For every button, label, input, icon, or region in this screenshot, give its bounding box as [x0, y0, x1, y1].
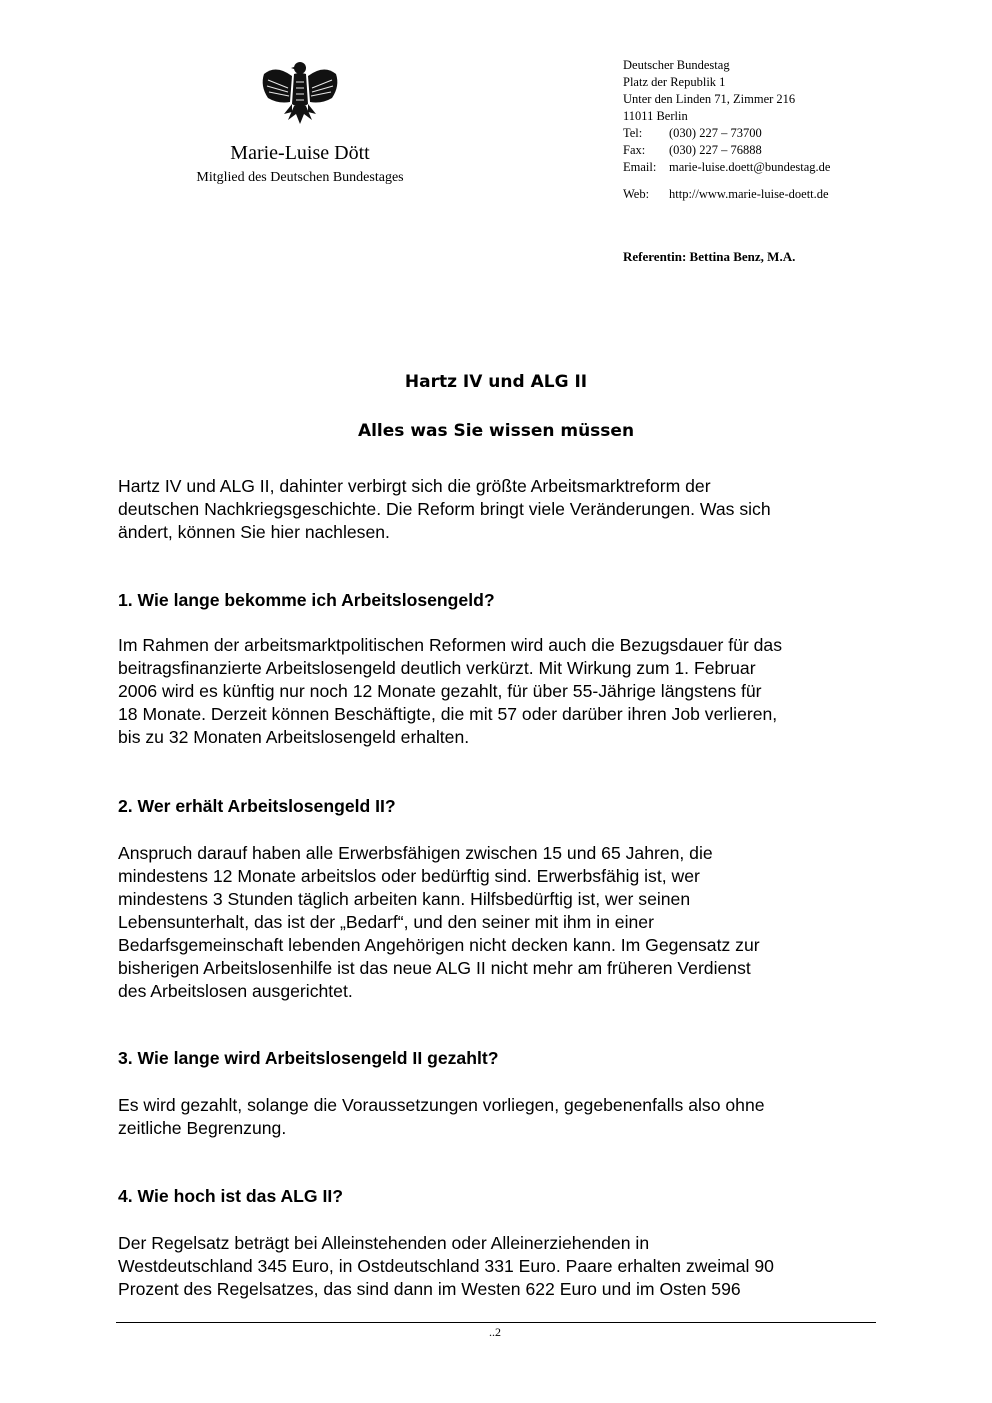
paragraph-line: 2006 wird es künftig nur noch 12 Monate gezahlt, für über 55-Jährige längstens für	[118, 681, 762, 701]
section-heading: 1. Wie lange bekomme ich Arbeitslosengeld?	[118, 590, 495, 610]
paragraph-line: mindestens 3 Stunden täglich arbeiten kann. Hilfsbedürftig ist, wer seinen	[118, 889, 691, 909]
bundestag-eagle-icon	[258, 58, 342, 128]
member-subtitle: Mitglied des Deutschen Bundestages	[196, 170, 404, 185]
paragraph-line: zeitliche Begrenzung.	[118, 1118, 287, 1138]
paragraph-line: 18 Monate. Derzeit können Beschäftigte, die mit 57 oder darüber ihren Job verlieren,	[118, 704, 778, 724]
email-line	[623, 159, 953, 176]
address-line: Platz der Republik 1	[623, 75, 726, 89]
paragraph-line: ändert, können Sie hier nachlesen.	[118, 522, 390, 542]
section-heading: 2. Wer erhält Arbeitslosengeld II?	[118, 796, 396, 816]
email-link[interactable]: marie-luise.doett@bundestag.de	[669, 160, 831, 174]
section-paragraph	[118, 1232, 888, 1301]
address-line: Unter den Linden 71, Zimmer 216	[623, 92, 796, 106]
address-line: Deutscher Bundestag	[623, 58, 730, 72]
paragraph-line: Bedarfsgemeinschaft lebenden Angehörigen nicht decken kann. Im Gegensatz zur	[118, 935, 760, 955]
section-paragraph	[118, 1094, 888, 1140]
address-block	[623, 57, 953, 203]
page-continuation-marker: ..2	[489, 1325, 501, 1339]
address-line: 11011 Berlin	[623, 109, 688, 123]
footer-divider	[116, 1322, 876, 1323]
paragraph-line: beitragsfinanzierte Arbeitslosengeld deutlich verkürzt. Mit Wirkung zum 1. Februar	[118, 658, 756, 678]
paragraph-line: des Arbeitslosen ausgerichtet.	[118, 981, 353, 1001]
email-label: Email:	[623, 160, 657, 174]
tel-line	[623, 125, 953, 142]
paragraph-line: Hartz IV und ALG II, dahinter verbirgt sich die größte Arbeitsmarktreform der	[118, 476, 711, 496]
section-heading: 3. Wie lange wird Arbeitslosengeld II gezahlt?	[118, 1048, 499, 1068]
tel-label: Tel:	[623, 126, 643, 140]
paragraph-line: deutschen Nachkriegsgeschichte. Die Reform bringt viele Veränderungen. Was sich	[118, 499, 771, 519]
document-title: Hartz IV und ALG II	[404, 372, 588, 392]
fax-label: Fax:	[623, 143, 646, 157]
web-link[interactable]: http://www.marie-luise-doett.de	[669, 187, 829, 201]
referent-line: Referentin: Bettina Benz, M.A.	[623, 249, 796, 264]
intro-paragraph	[118, 475, 888, 544]
paragraph-line: Anspruch darauf haben alle Erwerbsfähigen zwischen 15 und 65 Jahren, die	[118, 843, 713, 863]
paragraph-line: Es wird gezahlt, solange die Voraussetzungen vorliegen, gegebenenfalls also ohne	[118, 1095, 765, 1115]
section-paragraph	[118, 842, 888, 1003]
document-subtitle: Alles was Sie wissen müssen	[357, 421, 635, 441]
paragraph-line: mindestens 12 Monate arbeitslos oder bedürftig sind. Erwerbsfähig ist, wer	[118, 866, 700, 886]
paragraph-line: bis zu 32 Monaten Arbeitslosengeld erhalten.	[118, 727, 470, 747]
tel-value: (030) 227 – 73700	[669, 126, 762, 140]
paragraph-line: Der Regelsatz beträgt bei Alleinstehenden oder Alleinerziehenden in	[118, 1233, 650, 1253]
paragraph-line: Im Rahmen der arbeitsmarktpolitischen Reformen wird auch die Bezugsdauer für das	[118, 635, 782, 655]
fax-value: (030) 227 – 76888	[669, 143, 762, 157]
paragraph-line: Lebensunterhalt, das ist der „Bedarf“, und den seiner mit ihm in einer	[118, 912, 654, 932]
member-name: Marie-Luise Dött	[230, 142, 370, 164]
section-heading: 4. Wie hoch ist das ALG II?	[118, 1186, 344, 1206]
paragraph-line: bisherigen Arbeitslosenhilfe ist das neue ALG II nicht mehr am früheren Verdienst	[118, 958, 751, 978]
paragraph-line: Westdeutschland 345 Euro, in Ostdeutschland 331 Euro. Paare erhalten zweimal 90	[118, 1256, 774, 1276]
web-label: Web:	[623, 187, 650, 201]
fax-line	[623, 142, 953, 159]
web-line	[623, 186, 953, 203]
paragraph-line: Prozent des Regelsatzes, das sind dann im Westen 622 Euro und im Osten 596	[118, 1279, 741, 1299]
section-paragraph	[118, 634, 888, 749]
